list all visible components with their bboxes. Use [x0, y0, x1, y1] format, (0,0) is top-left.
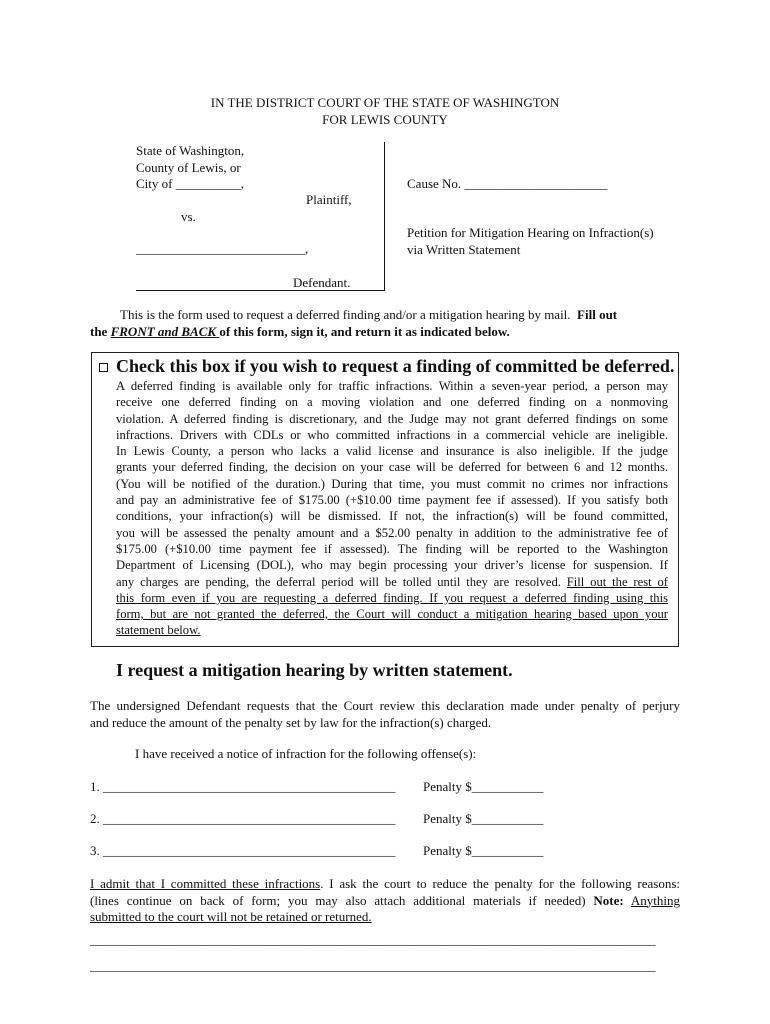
reason-line-1[interactable]: _______________________________________________________________________________________	[90, 932, 656, 947]
plaintiff-block	[136, 143, 244, 193]
plaintiff-label: Plaintiff,	[306, 192, 352, 207]
deferred-line: In Lewis County, a person who lacks a valid license and insurance is also ineligible. If the judge	[116, 444, 668, 459]
lines-note: (lines continue on back of form; you may also attach additional materials if needed)	[90, 892, 594, 908]
deferred-line: receive one deferred finding on a moving violation and one deferred finding on a nonmoving	[116, 395, 668, 410]
intro-line1	[120, 307, 617, 324]
offense-field[interactable]: _____________________________________________	[103, 811, 396, 826]
deferred-line: Department of Licensing (DOL), who may begin processing your driver’s license for suspension. If	[116, 558, 668, 573]
deferred-finding-checkbox[interactable]	[99, 363, 108, 372]
note-anything: Anything	[630, 892, 680, 908]
court-heading-line2: FOR LEWIS COUNTY	[322, 111, 448, 127]
deferred-line	[116, 574, 668, 590]
plaintiff-line: City of __________,	[136, 176, 244, 191]
defendant-label: Defendant.	[293, 275, 351, 290]
deferred-finding-text	[116, 378, 668, 639]
mitigation-heading: I request a mitigation hearing by written statement.	[116, 660, 513, 680]
offense-row-2	[90, 811, 396, 828]
caption-vertical-divider	[384, 142, 385, 290]
penalty-field-2[interactable]: Penalty $___________	[423, 811, 544, 826]
petition-title	[407, 225, 654, 258]
admission-line2	[90, 893, 680, 910]
reason-line-2[interactable]: _______________________________________________________________________________________	[90, 958, 656, 973]
mitigation-para-line2: and reduce the amount of the penalty set by law for the infraction(s) charged.	[90, 714, 492, 730]
vs-label: vs.	[181, 209, 196, 224]
deferred-line: grants your deferred finding, the decision on your case will be deferred for between 6 and 12 months.	[116, 460, 668, 475]
penalty-field-3[interactable]: Penalty $___________	[423, 843, 544, 858]
deferred-line: and pay an administrative fee of $175.00 (+$10.00 time payment fee if assessed). If you satisfy both	[116, 493, 668, 508]
deferred-line: infractions. Drivers with CDLs or who committed infractions in a commercial vehicle are ineligible.	[116, 427, 668, 442]
intro-the: the	[90, 324, 111, 339]
deferred-line-plain: any charges are pending, the deferral period will be tolled until they are resolved.	[116, 574, 567, 589]
offense-row-1	[90, 779, 396, 796]
front-and-back-emphasis: FRONT and BACK	[110, 324, 220, 339]
offense-number: 1.	[90, 779, 100, 794]
offense-field[interactable]: _____________________________________________	[103, 779, 396, 794]
admission-line1	[90, 876, 680, 893]
admission-line3: submitted to the court will not be retained or returned.	[90, 909, 372, 924]
cause-number-field[interactable]: Cause No. ______________________	[407, 176, 608, 191]
court-heading-line1: IN THE DISTRICT COURT OF THE STATE OF WASHINGTON	[210, 95, 560, 110]
defendant-name-blank[interactable]: __________________________,	[136, 241, 309, 256]
deferred-underlined-line: this form even if you are requesting a deferred finding. If you request a deferred finding using this	[116, 590, 668, 605]
deferred-checkbox-label: Check this box if you wish to request a finding of committed be deferred.	[116, 356, 675, 376]
deferred-line-underlined: Fill out the rest of	[566, 574, 668, 589]
caption-bottom-rule	[136, 290, 385, 291]
plaintiff-line: County of Lewis, or	[136, 159, 241, 175]
deferred-line: A deferred finding is available only for traffic infractions. Within a seven-year period, a person may	[116, 379, 668, 393]
deferred-line: conditions, your infraction(s) will be dismissed. If not, the infraction(s) will be found committed,	[116, 509, 668, 524]
offense-number: 2.	[90, 811, 100, 826]
intro-fill-out: Fill out	[577, 307, 618, 322]
admission-rest: . I ask the court to reduce the penalty for the following reasons:	[320, 876, 680, 891]
admission-paragraph	[90, 876, 680, 926]
plaintiff-line: State of Washington,	[136, 143, 245, 158]
admission-underlined: I admit that I committed these infractions	[90, 876, 321, 891]
deferred-line: $175.00 (+$10.00 time payment fee if assessed). The finding will be reported to the Washington	[116, 541, 668, 556]
notice-line: I have received a notice of infraction for the following offense(s):	[135, 746, 477, 761]
court-heading	[0, 95, 770, 128]
intro-text: This is the form used to request a deferred finding and/or a mitigation hearing by mail.	[120, 307, 571, 322]
deferred-line: (You will be notified of the duration.) During that time, you must commit no crimes nor infractions	[116, 476, 668, 491]
deferred-line: you will be assessed the penalty amount and a $52.00 penalty in addition to the administrative fee of	[116, 525, 668, 540]
offense-row-3	[90, 843, 396, 860]
deferred-underlined-line: statement below.	[116, 623, 201, 638]
penalty-field-1[interactable]: Penalty $___________	[423, 779, 544, 794]
mitigation-paragraph	[90, 698, 680, 731]
offense-field[interactable]: _____________________________________________	[103, 843, 396, 858]
deferred-underlined-line: form, but are not granted the deferred, the Court will conduct a mitigation hearing based upon your	[116, 607, 668, 622]
offense-number: 3.	[90, 843, 100, 858]
mitigation-para-line1: The undersigned Defendant requests that the Court review this declaration made under penalty of perjury	[90, 698, 680, 713]
note-label: Note:	[593, 892, 624, 908]
petition-title-line1: Petition for Mitigation Hearing on Infraction(s)	[407, 225, 654, 240]
intro-line2	[90, 324, 510, 341]
deferred-line: violation. A deferred finding is discretionary, and the Judge may not grant deferred findings on some	[116, 411, 668, 426]
petition-title-line2: via Written Statement	[407, 241, 521, 257]
intro-rest: of this form, sign it, and return it as indicated below.	[219, 324, 510, 339]
